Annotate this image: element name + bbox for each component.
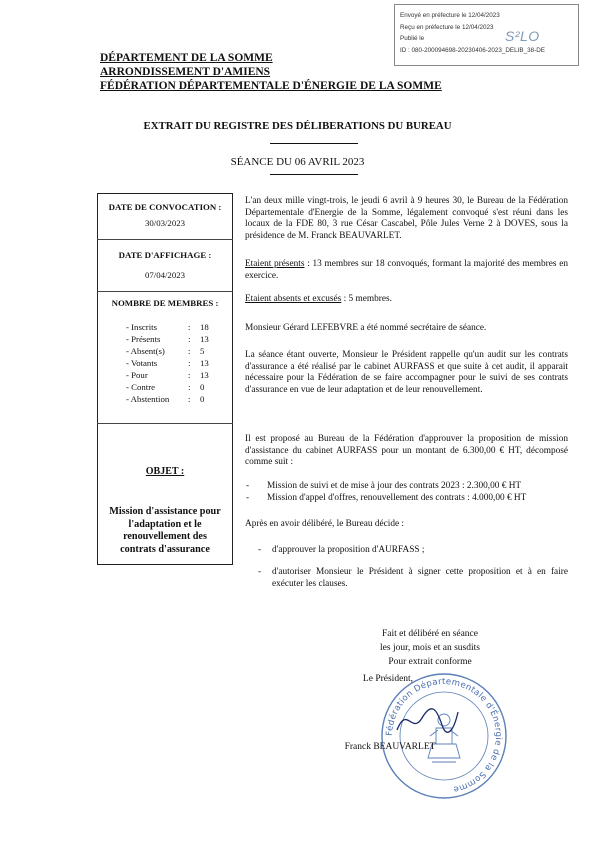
panel-divider [97, 291, 233, 292]
membres-row: - Absent(s) : 5 [126, 346, 205, 356]
bullet-dash: - [258, 545, 262, 555]
seance-paragraph: La séance étant ouverte, Monsieur le Président rappelle qu'un audit sur les contrats d'assurance a été réalisé par le cabinet AURFASS et que suite à cet audit, il apparait nécessaire pour la Fédération de se faire accompagner pour le suivi de ses contrats d'assurance en vue de leur adaptation et de leur renouvellement. [245, 350, 568, 395]
president-name: Franck BEAUVARLET [344, 742, 436, 752]
presents-paragraph [245, 259, 568, 282]
bullet-dash: - [246, 493, 250, 503]
proposition-paragraph: Il est proposé au Bureau de la Fédération d'approuver la proposition de mission d'assistance du cabinet AURFASS pour un montant de 6.300,00 € HT, décomposé comme suit : [245, 434, 568, 467]
item-appel-offres: Mission d'appel d'offres, renouvellement des contrats : 4.000,00 € HT [267, 493, 527, 503]
panel-divider [97, 239, 233, 240]
svg-text:Fédération Départementale d'Én: Fédération Départementale d'Énergie de la Somme [384, 676, 504, 795]
membres-row: - Votants : 13 [126, 358, 209, 368]
header-federation: FÉDÉRATION DÉPARTEMENTALE D'ÉNERGIE DE LA SOMME [100, 80, 442, 92]
signature-line-1: Fait et délibéré en séance [381, 629, 478, 639]
item-suivi: Mission de suivi et de mise à jour des contrats 2023 : 2.300,00 € HT [267, 481, 522, 491]
objet-text: Mission d'assistance pour l'adaptation et le renouvellement des contrats d'assurance [109, 506, 221, 555]
signature-line-3: Pour extrait conforme [388, 657, 472, 667]
convocation-label: DATE DE CONVOCATION : [108, 202, 222, 212]
stamp-sent: Envoyé en préfecture le 12/04/2023 [400, 12, 500, 19]
seance-divider [270, 174, 358, 175]
decision-approve: d'approuver la proposition d'AURFASS ; [272, 545, 425, 555]
stamp-id: ID : 080-200094698-20230406-2023_DELIB_38-DE [400, 46, 545, 54]
membres-label: NOMBRE DE MEMBRES : [111, 298, 219, 308]
presents-label: Etaient présents [245, 259, 305, 269]
membres-row: - Contre : 0 [126, 382, 205, 392]
handwritten-signature-icon [392, 700, 462, 740]
affichage-label: DATE D'AFFICHAGE : [118, 250, 212, 260]
panel-divider [97, 423, 233, 424]
absents-label: Etaient absents et excusés [245, 294, 342, 304]
absents-paragraph [245, 294, 568, 306]
signature-line-2: les jour, mois et an susdits [380, 643, 480, 653]
membres-row: - Abstention : 0 [126, 394, 205, 404]
presents-text: : 13 membres sur 18 convoqués, formant la majorité des membres en exercice. [245, 259, 568, 281]
s2lo-logo: S²LO [505, 28, 540, 44]
bullet-dash: - [258, 567, 262, 577]
absents-text: : 5 membres. [341, 294, 392, 304]
title-divider [270, 143, 358, 144]
decision-authorize: d'autoriser Monsieur le Président à signer cette proposition et à en faire exécuter les clauses. [272, 567, 568, 589]
header-arrondissement: ARRONDISSEMENT D'AMIENS [100, 66, 271, 78]
affichage-value: 07/04/2023 [144, 270, 186, 280]
register-title: EXTRAIT DU REGISTRE DES DÉLIBERATIONS DU BUREAU [143, 120, 452, 132]
stamp-published: Publié le [400, 35, 425, 42]
membres-row: - Présents : 13 [126, 334, 209, 344]
prefecture-stamp [394, 4, 579, 66]
bullet-dash: - [246, 481, 250, 491]
header-departement: DÉPARTEMENT DE LA SOMME [100, 52, 273, 64]
secretaire-paragraph: Monsieur Gérard LEFEBVRE a été nommé secrétaire de séance. [245, 323, 487, 333]
membres-row: - Inscrits : 18 [126, 322, 209, 332]
membres-row: - Pour : 13 [126, 370, 209, 380]
seance-date: SÉANCE DU 06 AVRIL 2023 [230, 156, 365, 168]
convocation-value: 30/03/2023 [144, 218, 186, 228]
decide-paragraph: Après en avoir délibéré, le Bureau décide : [245, 519, 405, 529]
intro-paragraph: L'an deux mille vingt-trois, le jeudi 6 avril à 9 heures 30, le Bureau de la Fédération Départementale d'Energie de la Somme, légalement convoqué s'est réuni dans les locaux de la FDE 80, 3 rue César Cascabel, Pôle Jules Verne 2 à DOVES, sous la présidence de M. Franck BEAUVARLET. [245, 196, 568, 241]
stamp-received: Reçu en préfecture le 12/04/2023 [400, 23, 494, 31]
objet-label: OBJET : [145, 466, 185, 477]
signature-title: Le Président, [362, 674, 414, 684]
